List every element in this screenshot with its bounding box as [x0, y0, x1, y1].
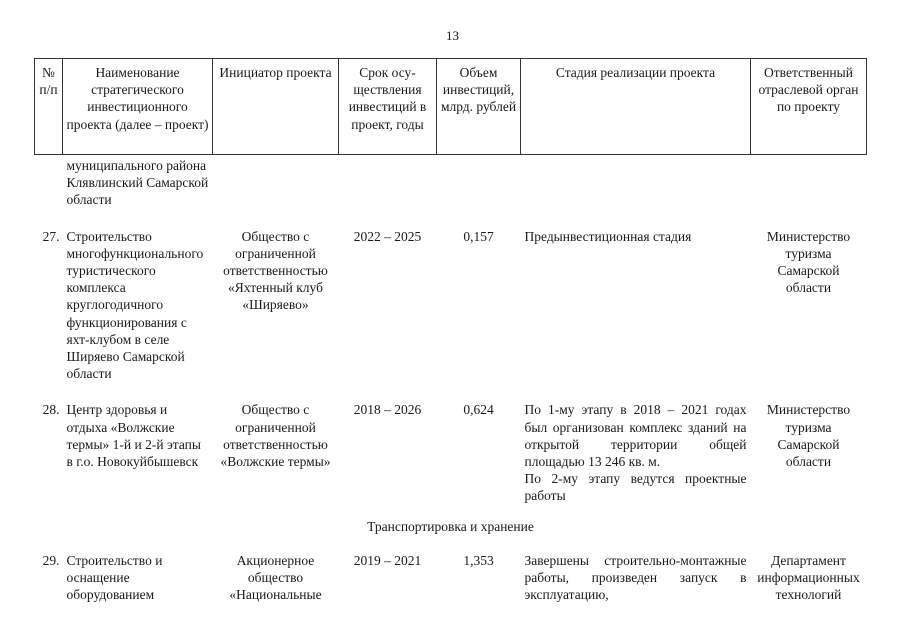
- cell-stage: [521, 543, 751, 614]
- cell-name: Строительство многофункционального туристического комплекса круглогодичного функционирования с яхт-клубом в селе Ширяево Самарской области: [66, 228, 204, 382]
- table-row: [35, 543, 867, 614]
- cell-stage: Предынвестиционная стадия: [524, 228, 692, 244]
- table-row: [35, 392, 867, 514]
- cell-authority: Департамент информационных технологий: [757, 552, 860, 603]
- cell-volume: 0,624: [463, 402, 494, 418]
- table-header-row: [35, 59, 867, 155]
- cell-name: Центр здоровья и отдыха «Волжские термы» 1-й и 2-й этапы в г.о. Новокуйбышевск: [66, 402, 201, 470]
- table-row-continuation: [35, 155, 867, 219]
- header-stage: Стадия реализации проекта: [521, 59, 751, 155]
- cell-num: 29.: [42, 552, 60, 568]
- section-row: [35, 515, 867, 543]
- cell-stage: [521, 392, 751, 514]
- table-row: [35, 219, 867, 393]
- cell-num: 27.: [42, 228, 60, 244]
- page-number: 13: [446, 28, 459, 43]
- cell-num: 28.: [42, 402, 60, 418]
- cell-volume: 0,157: [463, 228, 494, 244]
- cell-initiator: Общество с ограниченной ответственностью «Яхтенный клуб «Ширяево»: [223, 228, 328, 313]
- header-term: Срок осуществления инвестиций в проект, годы: [339, 59, 437, 155]
- cell-term: 2022 – 2025: [353, 228, 422, 244]
- cell-term: 2018 – 2026: [353, 402, 422, 418]
- header-volume: Объем инвестиций, млрд. рублей: [437, 59, 521, 155]
- cell-term: 2019 – 2021: [353, 552, 422, 568]
- investment-projects-table: [34, 58, 867, 613]
- section-title: Транспортировка и хранение: [367, 518, 534, 534]
- cell-volume: 1,353: [463, 552, 494, 568]
- cell-authority: Министерство туризма Самарской области: [766, 228, 851, 296]
- stage-paragraph-1: По 1-му этапу в 2018 – 2021 годах был организован комплекс зданий на открытой территории общей площадью 13 246 кв. м.: [524, 402, 747, 470]
- cell-authority: Министерство туризма Самарской области: [766, 402, 851, 470]
- stage-paragraph-2: По 2-му этапу ведутся проектные работы: [524, 471, 747, 504]
- header-name: Наименование стратегического инвестиционного проекта (далее – проект): [63, 59, 213, 155]
- cell-initiator: Акционерное общество «Национальные: [229, 552, 322, 603]
- cell-name: Строительство и оснащение оборудованием: [66, 552, 163, 603]
- cell-initiator: Общество с ограниченной ответственностью «Волжские термы»: [220, 402, 331, 470]
- cell-name: муниципального района Клявлинский Самарской области: [66, 158, 209, 208]
- header-num: № п/п: [35, 59, 63, 155]
- header-initiator: Инициатор проекта: [213, 59, 339, 155]
- stage-paragraph-1: Завершены строительно-монтажные работы, произведен запуск в эксплуатацию,: [524, 552, 747, 603]
- header-authority: Ответственный отраслевой орган по проекту: [751, 59, 867, 155]
